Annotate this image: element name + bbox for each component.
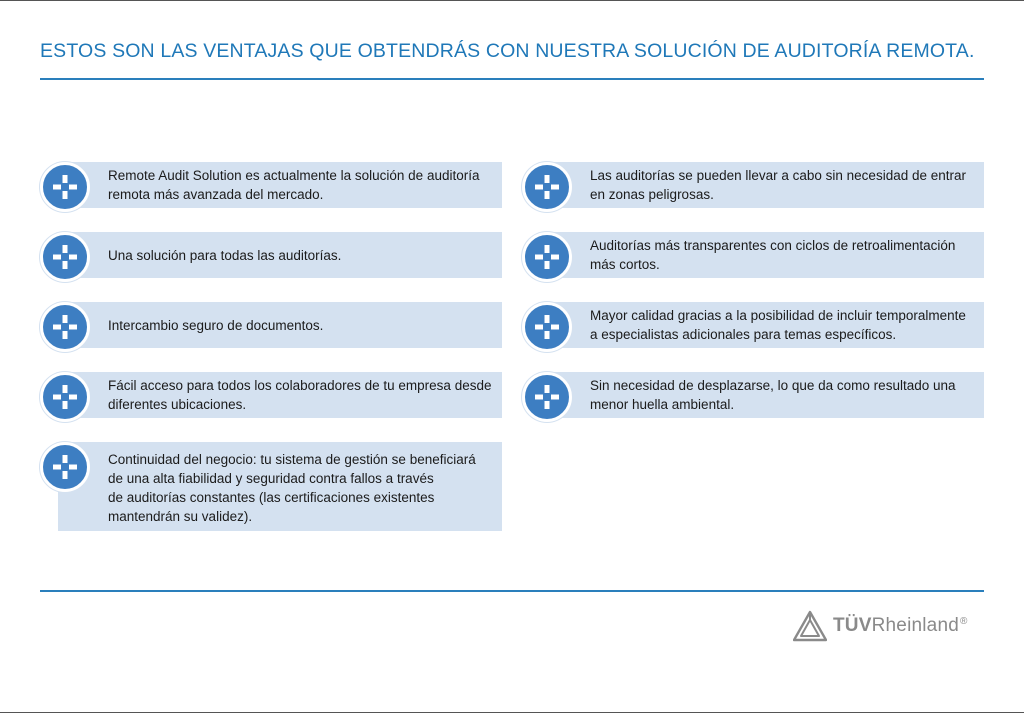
registered-mark: ®	[959, 615, 968, 627]
benefit-item	[40, 162, 502, 208]
benefit-item	[522, 372, 984, 418]
benefit-item	[40, 302, 502, 348]
page-title: ESTOS SON LAS VENTAJAS QUE OBTENDRÁS CON NUESTRA SOLUCIÓN DE AUDITORÍA REMOTA.	[40, 40, 975, 62]
plus-icon	[40, 442, 90, 492]
plus-icon	[40, 372, 90, 422]
plus-icon	[522, 372, 572, 422]
plus-icon	[522, 162, 572, 212]
benefit-item	[40, 442, 502, 531]
logo-tuv: TÜV	[833, 615, 872, 636]
benefit-text: Las auditorías se pueden llevar a cabo sin necesidad de entrar en zonas peligrosas.	[590, 168, 966, 202]
benefit-text: Continuidad del negocio: tu sistema de gestión se beneficiará de una alta fiabilidad y seguridad contra fallos a través de auditorías constantes (las certificaciones existentes mantendrán su validez).	[108, 452, 476, 524]
top-divider	[40, 78, 984, 80]
benefit-item	[522, 232, 984, 278]
triangle-logo-icon	[793, 610, 827, 642]
plus-icon	[522, 302, 572, 352]
benefit-item	[522, 302, 984, 348]
benefit-text: Una solución para todas las auditorías.	[108, 247, 342, 263]
benefit-text: Fácil acceso para todos los colaboradores de tu empresa desde diferentes ubicaciones.	[108, 378, 492, 412]
benefit-item	[522, 162, 984, 208]
benefit-text: Intercambio seguro de documentos.	[108, 317, 324, 333]
plus-icon	[40, 232, 90, 282]
plus-icon	[40, 162, 90, 212]
bottom-divider	[40, 590, 984, 592]
plus-icon	[522, 232, 572, 282]
benefit-item	[40, 372, 502, 418]
benefit-text: Remote Audit Solution es actualmente la solución de auditoría remota más avanzada del mercado.	[108, 168, 480, 202]
benefit-text: Sin necesidad de desplazarse, lo que da como resultado una menor huella ambiental.	[590, 378, 956, 412]
benefit-text: Mayor calidad gracias a la posibilidad de incluir temporalmente a especialistas adicionales para temas específicos.	[590, 308, 966, 342]
logo-rheinland: Rheinland	[871, 615, 959, 636]
plus-icon	[40, 302, 90, 352]
benefit-text: Auditorías más transparentes con ciclos de retroalimentación más cortos.	[590, 238, 956, 272]
logo-wordmark	[833, 615, 968, 637]
benefit-item	[40, 232, 502, 278]
tuv-rheinland-logo	[793, 608, 968, 644]
